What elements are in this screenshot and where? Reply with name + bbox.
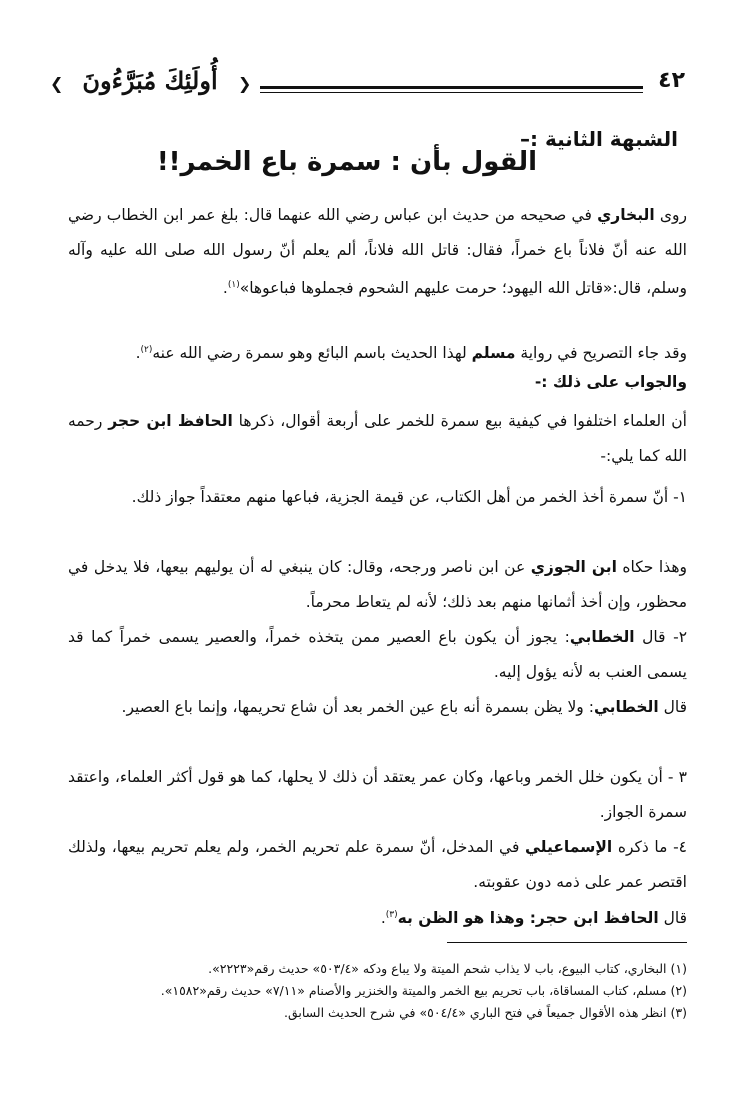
paragraph-opinion-2 xyxy=(68,620,687,690)
text-run: . xyxy=(380,909,386,928)
footnote-ref: (٢) xyxy=(140,345,153,355)
page-number: ٤٢ xyxy=(658,68,685,93)
page-header xyxy=(50,68,685,108)
text-run: ٤- ما ذكره xyxy=(612,838,687,856)
header-rule-thick xyxy=(260,86,643,89)
footnote-ref: (١) xyxy=(227,280,240,290)
footnote-separator xyxy=(447,942,687,943)
bold-name: الخطابي xyxy=(593,698,659,716)
text-run: ٢- قال xyxy=(634,628,688,646)
text-run: : ولا يظن بسمرة أنه باع عين الخمر بعد أن شاع تحريمها، وإنما باع العصير. xyxy=(121,698,594,716)
text-run: في المدخل، أنّ سمرة علم تحريم الخمر، ولم يعلم تحريم بيعها، ولذلك اقتصر عمر على ذمه دون عقوبته. xyxy=(68,838,687,891)
paragraph-khattabi xyxy=(68,690,687,725)
text-run: لهذا الحديث باسم البائع وهو سمرة رضي الله عنه xyxy=(152,344,472,363)
paragraph-hadith xyxy=(68,198,687,306)
bold-name: الحافظ ابن حجر xyxy=(108,412,233,430)
bold-name: البخاري xyxy=(597,206,655,224)
text-run: روى xyxy=(654,206,687,224)
text-run: قال xyxy=(658,698,687,716)
ornament-right-icon: ❯ xyxy=(238,74,252,93)
text-run: وقد جاء التصريح في رواية xyxy=(515,344,687,363)
bold-name: مسلم xyxy=(471,344,516,363)
text-run: . xyxy=(135,344,141,363)
paragraph-opinion-3: ٣ - أن يكون خلل الخمر وباعها، وكان عمر يعتقد أن ذلك لا يحلها، كما هو قول أكثر العلماء، واعتقد سمرة الجواز. xyxy=(68,768,687,821)
footnote-2: (٢) مسلم، كتاب المساقاة، باب تحريم بيع الخمر والميتة والخنزير والأصنام «٧/١١» حديث رقم«١٥٨٢». xyxy=(160,983,687,998)
answer-heading: والجواب على ذلك :- xyxy=(534,373,687,391)
header-rule-thin xyxy=(260,92,643,93)
footnote-ref: (٣) xyxy=(385,910,398,920)
text-run: قال xyxy=(658,909,687,928)
section-label: الشبهة الثانية :– xyxy=(520,127,678,151)
text-run: وهذا حكاه xyxy=(616,558,687,576)
book-title: أُولَئِكَ مُبَرَّءُونَ xyxy=(82,66,218,95)
paragraph-conclusion xyxy=(68,898,687,936)
paragraph-opinion-1: ١- أنّ سمرة أخذ الخمر من أهل الكتاب، عن قيمة الجزية، فباعها منهم معتقداً جواز ذلك. xyxy=(131,488,687,506)
section-title: القول بأن : سمرة باع الخمر!! xyxy=(156,147,537,177)
text-run: . xyxy=(222,279,228,298)
bold-name: ابن الجوزي xyxy=(530,558,617,576)
text-run: في صحيحه من حديث ابن عباس رضي الله عنهما قال: بلغ عمر ابن الخطاب رضي الله عنه أنّ فلاناً باع خمراً، فقال: قاتل الله فلاناً، ألم يعلم أنّ رسول الله صلى الله عليه وآله وسلم، قال:«قاتل الله اليهود؛ حرمت عليهم الشحوم فجملوها فباعوها» xyxy=(68,206,687,298)
text-run: أن العلماء اختلفوا في كيفية بيع سمرة للخمر على أربعة أقوال، ذكرها xyxy=(232,412,687,430)
text-run: عن ابن ناصر ورجحه، وقال: كان ينبغي له أن يوليهم بيعها، فلا يدخل في محظور، وإن أخذ أثمانها منهم بعد ذلك؛ لأنه لم يتعاط محرماً. xyxy=(68,558,687,611)
footnotes xyxy=(60,958,687,1024)
text-run: رحمه الله كما يلي:- xyxy=(68,412,687,465)
bold-name: الحافظ ابن حجر: وهذا هو الظن به xyxy=(397,909,659,928)
bold-name: الخطابي xyxy=(569,628,635,646)
ornament-left-icon: ❮ xyxy=(50,74,64,93)
bold-name: الإسماعيلي xyxy=(525,838,613,856)
text-run: : يجوز أن يكون باع العصير ممن يتخذه خمراً، والعصير يسمى خمراً كما قد يسمى العنب به لأنه يؤول إليه. xyxy=(68,628,687,681)
footnote-3: (٣) انظر هذه الأقوال جميعاً في فتح الباري «٥٠٤/٤» في شرح الحديث السابق. xyxy=(283,1005,687,1020)
paragraph-ibn-jawzi xyxy=(68,550,687,620)
paragraph-intro xyxy=(68,404,687,474)
footnote-1: (١) البخاري، كتاب البيوع، باب لا يذاب شحم الميتة ولا يباع ودكه «٥٠٣/٤» حديث رقم«٢٢٢٣». xyxy=(208,961,687,976)
paragraph-opinion-4 xyxy=(68,830,687,900)
